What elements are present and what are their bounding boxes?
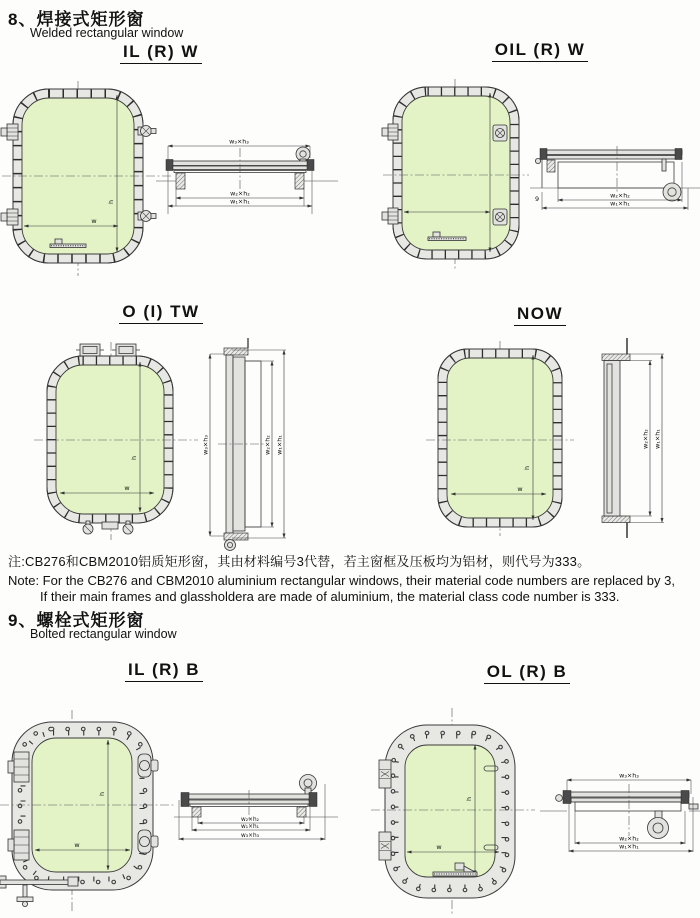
knob-right-bottom (493, 209, 507, 225)
dim-label-w1h1: w₁×h₁ (241, 824, 259, 830)
top-fitting-left (76, 344, 104, 356)
dim-label-w1h1: w₁×h₁ (275, 435, 284, 455)
dim-label-w: w (91, 217, 97, 225)
ilrw-front-view (6, 86, 168, 272)
hinge-left-top (8, 752, 29, 782)
heading-ilrb: IL (R) B (104, 660, 224, 682)
dim-label-w3h3: w₃×h₃ (241, 833, 259, 839)
knob-right-top (493, 125, 507, 141)
dim-label-w: w (436, 843, 442, 851)
top-flange (567, 792, 689, 797)
ilrw-side-view (162, 134, 340, 218)
dim-label-w2h2: w₂×h₂ (610, 191, 630, 200)
window-glass (405, 745, 495, 877)
ilrb-front-view (6, 710, 172, 912)
latch-right-top (138, 754, 158, 777)
ring-nut (663, 183, 681, 201)
top-flange (542, 150, 682, 155)
frame-box-section (575, 802, 681, 811)
frame-box-section (558, 162, 674, 188)
dim-label-w3h3: w₃×h₃ (201, 435, 210, 455)
dim-label-w3h3: w₃×h₃ (619, 771, 639, 780)
dim-label-h: h (523, 465, 531, 471)
top-fitting-right (112, 344, 140, 356)
window-glass (56, 365, 164, 514)
dim-label-9: 9 (535, 195, 540, 203)
dim-label-w2h2: w₂×h₂ (641, 429, 650, 449)
olrb-side-view (541, 770, 700, 866)
top-cap (602, 354, 630, 361)
oilrw-front-view (388, 84, 524, 266)
dim-label-w: w (124, 484, 130, 492)
dim-label-w2h2: w₂×h₂ (230, 189, 250, 198)
toggle-right-bottom (138, 211, 156, 222)
hinge-left-top (1, 124, 18, 140)
dim-label-h: h (130, 455, 138, 461)
left-jamb-section (176, 173, 185, 189)
dim-label-w: w (74, 841, 80, 849)
bolt-block-left-top (379, 760, 391, 788)
hinge-left-bottom (8, 830, 29, 860)
bottom-cap (602, 516, 630, 523)
dim-label-w1h1: w₁×h₁ (619, 842, 639, 851)
hinge-left-bottom (1, 209, 18, 225)
heading-oitw: O (I) TW (100, 302, 222, 324)
note-english-line1: Note: For the CB276 and CBM2010 aluminium rectangular windows, their material code numbers are replaced by 3, (8, 573, 675, 588)
bolt-block-left-bottom (379, 832, 391, 860)
note-english-line2: If their main frames and glassholdera are made of aluminium, the material class code number is 333. (40, 589, 620, 604)
note-chinese: 注:CB276和CBM2010铝质矩形窗，其由材料编号3代替，若主窗框及压板均为铝材，则代号为333。 (8, 554, 591, 569)
ring-handle (648, 818, 669, 839)
dim-label-w2h2: w₂×h₂ (619, 834, 639, 843)
olrb-front-view (381, 714, 525, 910)
oilrw-side-view (532, 142, 700, 218)
bottom-cap (224, 533, 248, 540)
section-8-subtitle: Welded rectangular window (30, 26, 184, 40)
heading-now: NOW (480, 304, 600, 326)
dim-label-h: h (465, 796, 473, 802)
dim-label-w1h1: w₁×h₁ (230, 197, 250, 206)
bottom-ring (225, 540, 236, 551)
oitw-side-view (202, 336, 304, 552)
bottom-center-tab (102, 522, 118, 529)
latch-right-bottom (138, 830, 158, 853)
top-cap (224, 348, 248, 355)
dim-label-w3h3: w₃×h₃ (229, 137, 249, 146)
heading-olrb: OL (R) B (467, 662, 587, 684)
dim-label-w1h1: w₁×h₁ (653, 429, 662, 449)
toggle-right-top (138, 126, 156, 137)
section-8-title: 8、焊接式矩形窗 (8, 10, 145, 29)
dim-label-h: h (107, 199, 115, 205)
hinge-left-bottom (382, 208, 398, 224)
dim-label-h: h (98, 791, 106, 797)
section-9-title: 9、螺栓式矩形窗 (8, 611, 145, 630)
heading-oilrw: OIL (R) W (475, 40, 605, 62)
heading-ilrw: IL (R) W (100, 42, 222, 64)
dim-label-w: w (517, 485, 523, 493)
oitw-front-view (42, 340, 192, 540)
hinge-pin (556, 795, 563, 802)
now-front-view (434, 346, 566, 532)
hinge-left-top (382, 124, 398, 140)
ilrb-side-view (176, 774, 340, 862)
right-jamb-section (295, 173, 304, 189)
dim-label-w1h1: w₁×h₁ (610, 199, 630, 208)
handle-assembly (0, 876, 78, 907)
now-side-view (594, 336, 694, 540)
dim-label-w2h2: w₂×h₂ (263, 435, 272, 455)
dim-label-w2h2: w₂×h₂ (241, 817, 259, 823)
window-glass (402, 96, 510, 250)
hinge-pin (535, 158, 540, 163)
section-9-subtitle: Bolted rectangular window (30, 627, 177, 641)
